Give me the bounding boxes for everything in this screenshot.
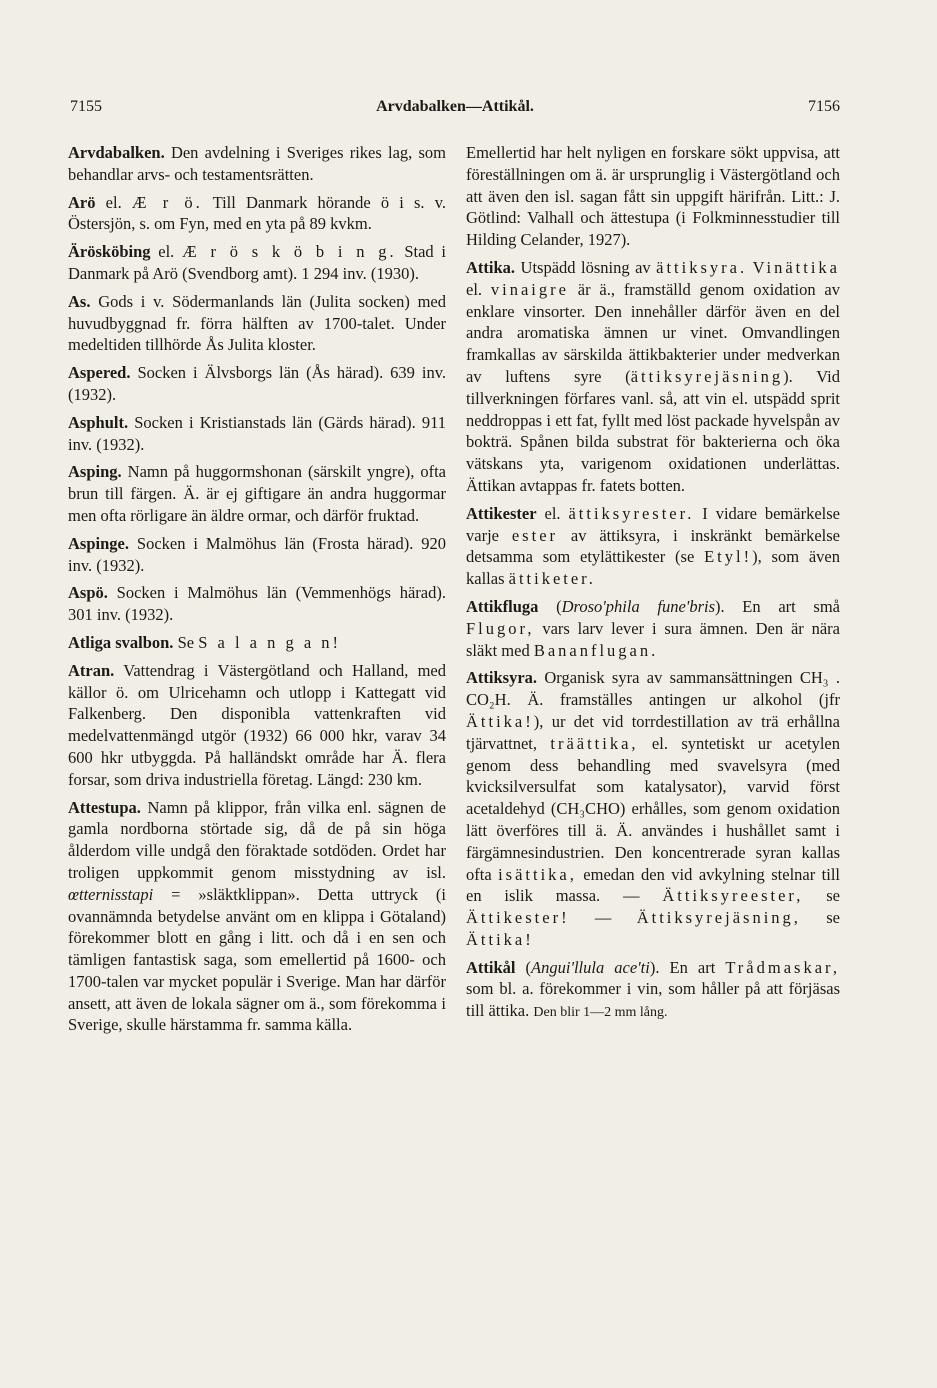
headword: Ärösköbing — [68, 242, 151, 262]
spaced-term: Æ r ö. — [131, 192, 203, 212]
entry-text: ), ur det vid torrdestillation av trä erhållna tjärvattnet, — [466, 711, 840, 753]
entry-text: el. — [466, 279, 491, 299]
entry-text: emedan den vid avkylning stelnar till en islik massa. — — [466, 864, 840, 906]
spaced-term: ättiksyrester. — [568, 503, 695, 523]
running-title: Arvdabalken—Attikål. — [376, 98, 534, 115]
entry-aro — [68, 192, 446, 236]
spaced-term: Etyl! — [704, 547, 753, 567]
headword: Aspered. — [68, 363, 131, 383]
spaced-term: isättika, — [498, 864, 577, 884]
headword: Aspö. — [68, 583, 108, 603]
entry-text: Till Danmark hörande ö i s. v. Östersjön, s. om Fyn, med en yta på 89 kvkm. — [68, 192, 446, 234]
spaced-term: Ättika! — [466, 929, 534, 949]
entry-text: Se — [173, 632, 199, 652]
entry-text: Vattendrag i Västergötland och Halland, med källor ö. om Ulricehamn och utlopp i Kattegatt vid Falkenberg. Den disponibla vattenkraften vid medelvattenmängd utgör (1932) 66 000 hkr, varav 34 600 hkr utbyggda. På halländskt område har Ä. flera forsar, som driva industriella företag. Längd: 230 km. — [68, 660, 446, 789]
spaced-term: Ättiksyrejäsning, — [636, 908, 801, 928]
page-number-left: 7155 — [70, 98, 102, 115]
headword: Arö — [68, 192, 96, 212]
entry-text: se — [803, 886, 840, 906]
entry-text: Emellertid har helt nyligen en forskare sökt uppvisa, att föreställningen om ä. är ursprunglig i Västergötland och att även den isl. sagan fått sin uppgift härifrån. Litt.: J. Götlind: Valhall och ättestupa (i Folkminnesstudier till Hilding Celander, 1927). — [466, 143, 840, 250]
entry-text: el. — [536, 503, 569, 523]
spaced-term: ättiketer. — [508, 569, 596, 589]
italic-term: œtternisstapi — [68, 884, 154, 904]
entry-atliga-svalbon — [68, 632, 446, 654]
entry-attikal — [466, 957, 840, 1024]
spaced-term: Ättiksyreester, — [662, 886, 804, 906]
right-column — [466, 142, 840, 1030]
entry-attestupa-continued — [466, 142, 840, 251]
entry-arvdabalken — [68, 142, 446, 186]
entry-text: I vidare bemärkelse varje — [466, 503, 840, 545]
spaced-term: Bananflugan. — [533, 640, 659, 660]
left-column — [68, 142, 446, 1042]
headword: Attikester — [466, 503, 537, 523]
entry-text: ). En art — [649, 957, 726, 977]
spaced-term: Æ r ö s k ö b i n g. — [182, 242, 397, 262]
entry-asphult — [68, 412, 446, 456]
spaced-term: träättika, — [550, 733, 639, 753]
spaced-term: Flugor, — [466, 618, 535, 638]
entry-text: Socken i Kristianstads län (Gärds härad). 911 inv. (1932). — [68, 412, 446, 454]
entry-text: av ättiksyra, i inskränkt bemärkelse detsamma som etylättikester (se — [466, 525, 840, 567]
headword: Asping. — [68, 462, 122, 482]
headword: Atliga svalbon. — [68, 632, 174, 652]
entry-text: Stad i Danmark på Arö (Svendborg amt). 1 294 inv. (1930). — [68, 242, 446, 283]
headword: Arvdabalken. — [68, 143, 165, 162]
spaced-term: Vinättika — [752, 257, 840, 277]
entry-aspo — [68, 582, 446, 626]
entry-aspinge — [68, 533, 446, 577]
headword: Attiksyra. — [466, 668, 538, 688]
entry-text: el. — [95, 192, 132, 212]
spaced-term: ester — [511, 525, 559, 545]
headword: Attikål — [466, 957, 516, 977]
entry-text: Namn på klippor, från vilka enl. sägnen de gamla nordborna störtade sig, då de på sin höga ålderdom ville undgå den föraktade sotdöden. Ordet har troligen uppkommit genom misstydning av isl. — [68, 797, 446, 882]
entry-text: se — [800, 908, 840, 928]
entry-attikfluga — [466, 596, 840, 661]
entry-text: är ä., framställd genom oxidation av enklare vinsorter. Den innehåller därför även en del andra aromatiska ämnen ur vinet. Omvandlingen framkallas av särskilda ättikbakterier under medverkan av luftens syre ( — [466, 279, 840, 386]
entry-text: el. — [150, 242, 183, 262]
headword: Attestupa. — [68, 797, 141, 817]
spaced-term: ättiksyrejäsning — [630, 366, 784, 386]
entry-text: — — [569, 908, 637, 928]
entry-aroskobing — [68, 241, 446, 285]
entry-text: som bl. a. förekommer i vin, som håller på att förjäsas till ättika. — [466, 979, 840, 1021]
headword: Attikfluga — [466, 596, 539, 616]
entry-text: ). Vid tillverkningen förfares vanl. så, att vin el. utspädd sprit neddroppas i ett fat, fyllt med löst packade hyvelspån av bokträ. Spånen bilda substrat för bakterierna och öka vätskans yta, varigenom oxidationen underlättas. Ättikan avtappas fr. fatets botten. — [466, 366, 840, 495]
spaced-term: Ättika! — [466, 711, 534, 731]
entry-attikester — [466, 503, 840, 590]
headword: Aspinge. — [68, 533, 129, 553]
headword: Asphult. — [68, 412, 129, 432]
italic-term: Angui'llula ace'ti — [531, 957, 650, 977]
spaced-term: vinaigre — [490, 279, 569, 299]
entry-text: Socken i Malmöhus län (Vemmenhögs härad). 301 inv. (1932). — [68, 583, 446, 625]
entry-aspered — [68, 362, 446, 406]
entry-text: Namn på huggormshonan (särskilt yngre), ofta brun till färgen. Ä. är ej giftigare än andra huggormar men ofta rörligare än äldre ormar, och därför fruktad. — [68, 462, 446, 525]
entry-attika — [466, 257, 840, 497]
entry-text: Den avdelning i Sveriges rikes lag, som behandlar arvs- och testamentsrätten. — [68, 143, 446, 184]
italic-term: Droso'phila fune'bris — [561, 596, 715, 616]
entry-text: Organisk syra av sammansättningen CH₃ . CO₂H. Ä. framställes antingen ur alkohol (jfr — [466, 668, 840, 710]
entry-text: ( — [538, 596, 562, 616]
spaced-term: Ättikester! — [466, 908, 570, 928]
entry-text: ). En art små — [715, 596, 840, 616]
entry-atran — [68, 660, 446, 791]
entry-text: = »släktklippan». Detta uttryck (i ovannämnda betydelse använt om en klippa i Götaland) förekommer blott en gång i litt. och då i en sen och tämligen fantastisk saga, som emellertid på 1600- och 1700-talen var mycket populär i Sverige. Man har därför ansett, att även de lokala sägner om ä., som förekomma i Sverige, skulle härstamma fr. samma källa. — [68, 884, 446, 1035]
entry-text: ), som även kallas — [466, 547, 840, 589]
entry-text: Utspädd lösning av — [515, 257, 657, 277]
entry-text: ( — [515, 957, 532, 977]
entry-text: Socken i Malmöhus län (Frosta härad). 920 inv. (1932). — [68, 533, 446, 575]
small-print: Den blir 1—2 mm lång. — [533, 1005, 668, 1021]
entry-text: vars larv lever i sura ämnen. Den är nära släkt med — [466, 618, 840, 660]
spaced-term: ättiksyra. — [656, 257, 748, 277]
page-header — [70, 98, 840, 122]
entry-asping — [68, 461, 446, 526]
headword: Attika. — [466, 257, 516, 277]
spaced-term: Trådmaskar, — [725, 957, 840, 977]
page-number-right: 7156 — [808, 98, 840, 115]
entry-text: el. syntetiskt ur acetylen genom dess behandling med svavelsyra (med kvicksilversulfat som katalysator), varvid först acetaldehyd (CH₃CHO) erhålles, som genom oxidation lätt överföres till ä. Ä. användes i hushållet samt i färgämnesindustrien. Den koncentrerade syran kallas ofta — [466, 733, 840, 884]
entry-text: Socken i Älvsborgs län (Ås härad). 639 inv. (1932). — [68, 363, 446, 404]
headword: As. — [68, 291, 91, 311]
entry-attiksyra — [466, 667, 840, 950]
entry-attestupa — [68, 797, 446, 1037]
spaced-term: S a l a n g a n! — [198, 632, 342, 652]
entry-as — [68, 291, 446, 356]
headword: Atran. — [68, 660, 115, 680]
entry-text: Gods i v. Södermanlands län (Julita socken) med huvudbyggnad fr. förra hälften av 1700-talet. Under medeltiden tillhörde Ås Julita kloster. — [68, 291, 446, 355]
